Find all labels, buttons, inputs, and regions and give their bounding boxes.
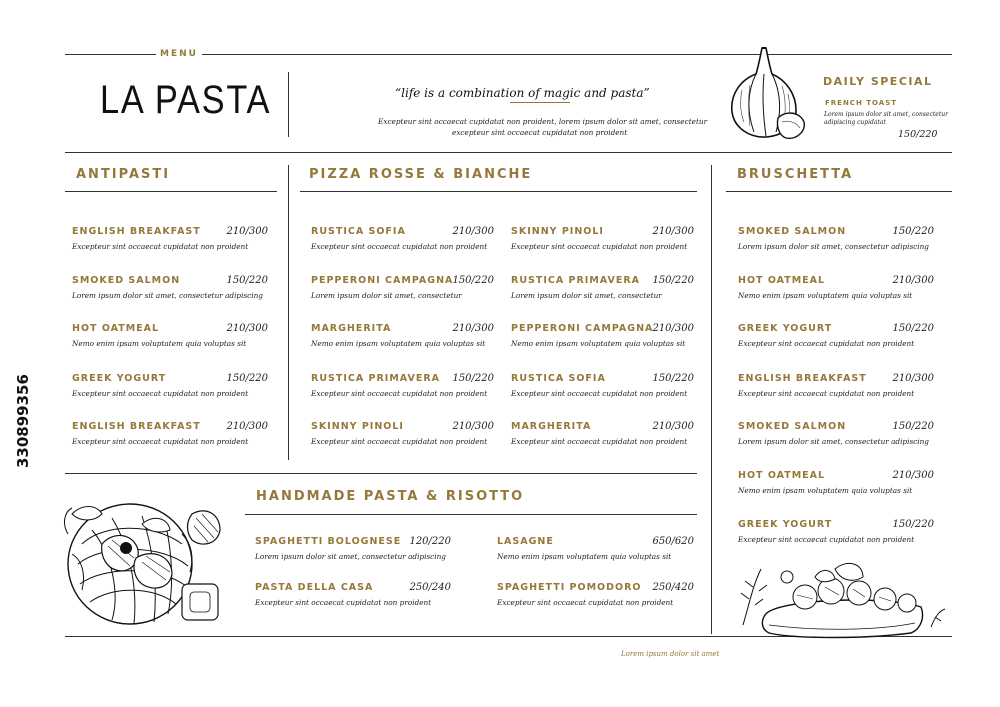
item-desc: Excepteur sint occaecat cupidatat non proident (72, 437, 249, 446)
menu-item (511, 373, 694, 399)
menu-item (738, 421, 934, 447)
item-desc: Excepteur sint occaecat cupidatat non proident (738, 389, 915, 398)
item-desc: Excepteur sint occaecat cupidatat non proident (511, 242, 688, 251)
item-name: RUSTICA SOFIA (311, 226, 406, 237)
item-desc: Excepteur sint occaecat cupidatat non proident (311, 242, 488, 251)
antipasti-pizza-divider (288, 165, 289, 460)
item-name: ENGLISH BREAKFAST (738, 373, 867, 384)
item-price: 210/300 (452, 421, 494, 432)
item-price: 210/300 (652, 226, 694, 237)
menu-item (511, 226, 694, 252)
item-price: 210/300 (226, 323, 268, 334)
menu-item (311, 275, 494, 301)
item-name: SMOKED SALMON (738, 226, 847, 237)
item-name: LASAGNE (497, 536, 554, 547)
item-price: 250/420 (652, 582, 694, 593)
item-desc: Excepteur sint occaecat cupidatat non proident (72, 242, 249, 251)
bruschetta-title: BRUSCHETTA (737, 167, 854, 182)
item-name: RUSTICA SOFIA (511, 373, 606, 384)
menu-item (311, 421, 494, 447)
item-desc: Nemo enim ipsam voluptatem quia voluptas sit (311, 339, 486, 348)
item-desc: Excepteur sint occaecat cupidatat non proident (255, 598, 432, 607)
menu-item (311, 226, 494, 252)
item-name: SMOKED SALMON (72, 275, 181, 286)
item-name: MARGHERITA (511, 421, 592, 432)
item-name: PEPPERONI CAMPAGNA (511, 323, 654, 334)
item-desc: Excepteur sint occaecat cupidatat non proident (738, 535, 915, 544)
item-name: MARGHERITA (311, 323, 392, 334)
item-desc: Excepteur sint occaecat cupidatat non proident (497, 598, 674, 607)
item-name: ENGLISH BREAKFAST (72, 421, 201, 432)
menu-item (738, 226, 934, 252)
menu-item (497, 536, 694, 562)
item-desc: Lorem ipsum dolor sit amet, consectetur (511, 291, 662, 300)
menu-item (497, 582, 694, 608)
daily-special-desc-line1: Lorem ipsum dolor sit amet, consectetur (824, 111, 948, 118)
menu-item (511, 275, 694, 301)
quote-desc-line2: excepteur sint occaecat cupidatat non proident (452, 128, 628, 137)
item-desc: Nemo enim ipsam voluptatem quia voluptas sit (511, 339, 686, 348)
item-name: HOT OATMEAL (738, 275, 826, 286)
daily-special-title: DAILY SPECIAL (823, 75, 933, 88)
item-desc: Lorem ipsum dolor sit amet, consectetur adipiscing (255, 552, 446, 561)
antipasti-title-rule (65, 191, 277, 192)
spaghetti-illustration (42, 474, 242, 644)
item-price: 210/300 (892, 470, 934, 481)
item-price: 210/300 (226, 421, 268, 432)
item-desc: Lorem ipsum dolor sit amet, consectetur adipiscing (738, 242, 929, 251)
pizza-bruschetta-divider (711, 165, 712, 634)
item-desc: Nemo enim ipsam voluptatem quia voluptas sit (72, 339, 247, 348)
pizza-title-rule (300, 191, 697, 192)
item-desc: Excepteur sint occaecat cupidatat non proident (511, 437, 688, 446)
page-title: LA PASTA (100, 78, 272, 122)
menu-item (738, 323, 934, 349)
item-name: GREEK YOGURT (738, 519, 833, 530)
item-price: 210/300 (452, 226, 494, 237)
item-desc: Excepteur sint occaecat cupidatat non proident (738, 339, 915, 348)
antipasti-title: ANTIPASTI (76, 167, 171, 182)
header-divider (288, 72, 289, 137)
item-price: 210/300 (652, 421, 694, 432)
item-price: 210/300 (892, 275, 934, 286)
quote-text: life is a combination of magic and pasta (401, 86, 644, 100)
menu-item (72, 421, 268, 447)
item-price: 150/220 (892, 519, 934, 530)
daily-special-item: FRENCH TOAST (825, 99, 898, 107)
item-name: SMOKED SALMON (738, 421, 847, 432)
menu-item (511, 323, 694, 349)
item-name: HOT OATMEAL (738, 470, 826, 481)
menu-item (738, 470, 934, 496)
item-desc: Excepteur sint occaecat cupidatat non proident (311, 389, 488, 398)
item-name: GREEK YOGURT (72, 373, 167, 384)
item-price: 150/220 (892, 323, 934, 334)
pasta-title: HANDMADE PASTA & RISOTTO (256, 489, 525, 504)
item-desc: Lorem ipsum dolor sit amet, consectetur adipiscing (72, 291, 263, 300)
item-desc: Lorem ipsum dolor sit amet, consectetur adipiscing (738, 437, 929, 446)
bruschetta-title-rule (726, 191, 952, 192)
garlic-illustration (720, 40, 810, 145)
item-name: RUSTICA PRIMAVERA (311, 373, 441, 384)
menu-item (311, 373, 494, 399)
menu-item (738, 519, 934, 545)
item-price: 210/300 (892, 373, 934, 384)
item-price: 150/220 (452, 275, 494, 286)
menu-item (255, 536, 451, 562)
item-price: 210/300 (226, 226, 268, 237)
menu-item (511, 421, 694, 447)
item-desc: Nemo enim ipsam voluptatem quia voluptas sit (497, 552, 672, 561)
item-price: 150/220 (892, 226, 934, 237)
menu-item (311, 323, 494, 349)
item-desc: Lorem ipsum dolor sit amet, consectetur (311, 291, 462, 300)
item-name: SKINNY PINOLI (311, 421, 404, 432)
item-name: PEPPERONI CAMPAGNA (311, 275, 454, 286)
item-price: 150/220 (652, 373, 694, 384)
item-desc: Excepteur sint occaecat cupidatat non proident (311, 437, 488, 446)
menu-item (255, 582, 451, 608)
item-name: HOT OATMEAL (72, 323, 160, 334)
item-desc: Excepteur sint occaecat cupidatat non proident (511, 389, 688, 398)
menu-item (72, 373, 268, 399)
pasta-title-rule (245, 514, 697, 515)
menu-item (72, 275, 268, 301)
item-desc: Nemo enim ipsam voluptatem quia voluptas sit (738, 486, 913, 495)
menu-label: MENU (156, 49, 202, 59)
header-rule (65, 152, 952, 153)
item-price: 250/240 (409, 582, 451, 593)
quote: “life is a combination of magic and pasta” (395, 86, 650, 100)
item-price: 210/300 (452, 323, 494, 334)
item-price: 150/220 (226, 275, 268, 286)
item-price: 150/220 (652, 275, 694, 286)
item-desc: Excepteur sint occaecat cupidatat non proident (72, 389, 249, 398)
daily-special-desc-line2: adipiscing cupidatat (824, 119, 886, 126)
footer-text: Lorem ipsum dolor sit amet (621, 650, 720, 658)
item-desc: Nemo enim ipsam voluptatem quia voluptas sit (738, 291, 913, 300)
item-name: RUSTICA PRIMAVERA (511, 275, 641, 286)
pizza-title: PIZZA ROSSE & BIANCHE (309, 167, 533, 182)
bruschetta-illustration (735, 555, 950, 645)
menu-item (72, 226, 268, 252)
item-price: 150/220 (452, 373, 494, 384)
item-price: 210/300 (652, 323, 694, 334)
item-price: 150/220 (892, 421, 934, 432)
quote-desc-line1: Excepteur sint occaecat cupidatat non proident, lorem ipsum dolor sit amet, consectetur (378, 117, 708, 126)
item-price: 120/220 (409, 536, 451, 547)
item-name: PASTA DELLA CASA (255, 582, 374, 593)
item-name: SPAGHETTI POMODORO (497, 582, 642, 593)
stock-id: 330899356 (14, 374, 32, 468)
item-name: GREEK YOGURT (738, 323, 833, 334)
item-price: 650/620 (652, 536, 694, 547)
quote-underline (510, 102, 570, 103)
menu-item (738, 373, 934, 399)
item-price: 150/220 (226, 373, 268, 384)
item-name: SPAGHETTI BOLOGNESE (255, 536, 402, 547)
menu-item (72, 323, 268, 349)
item-name: SKINNY PINOLI (511, 226, 604, 237)
item-name: ENGLISH BREAKFAST (72, 226, 201, 237)
menu-item (738, 275, 934, 301)
daily-special-price: 150/220 (898, 129, 938, 140)
